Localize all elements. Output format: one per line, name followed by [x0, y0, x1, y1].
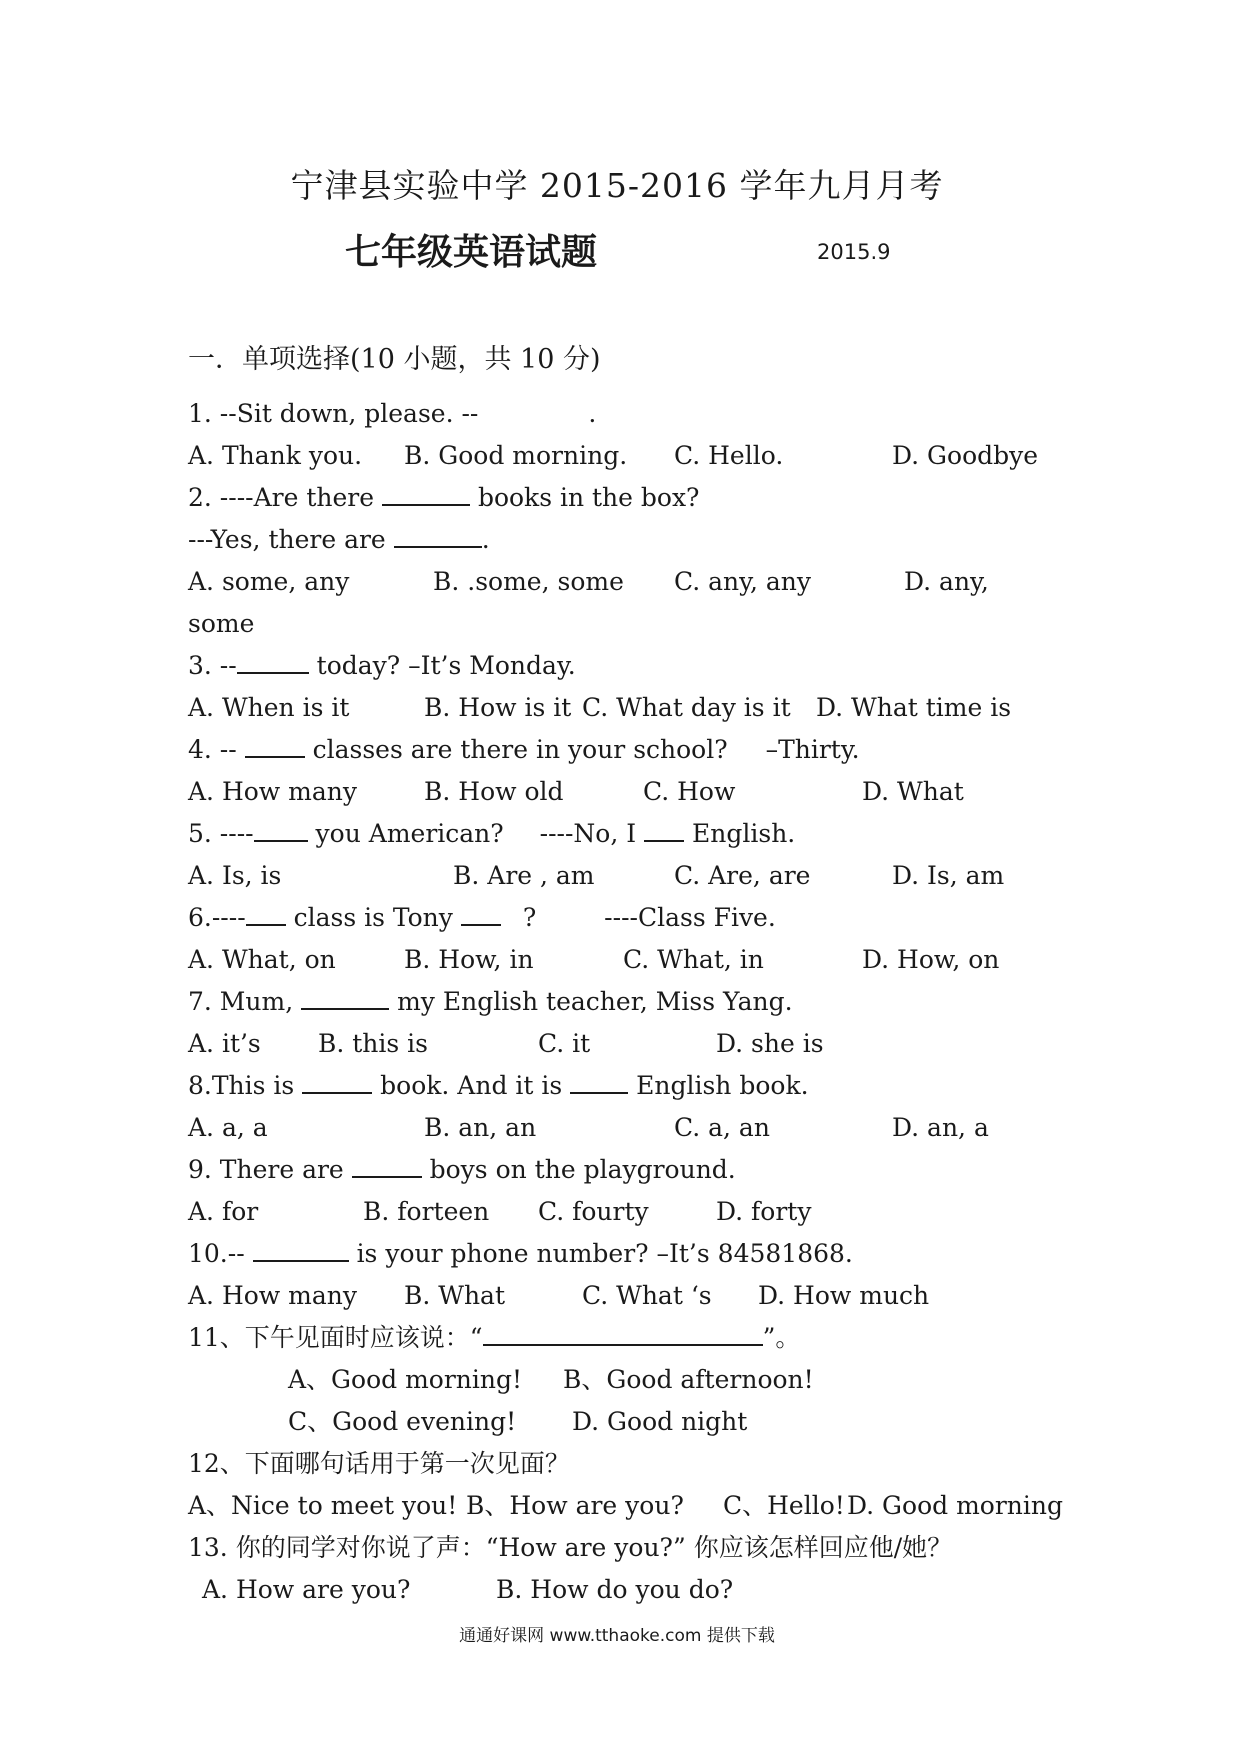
- answer-blank: [394, 520, 482, 548]
- option-d: D. Good night: [572, 1407, 748, 1436]
- option-a: A. a, a: [188, 1113, 268, 1142]
- question-text: –Thirty.: [765, 735, 860, 764]
- question-8: [188, 1065, 1054, 1107]
- answer-blank: [382, 478, 470, 506]
- question-13: [188, 1527, 1054, 1569]
- option-b: B. How do you do?: [496, 1575, 734, 1604]
- question-text: book. And it is: [380, 1071, 563, 1100]
- question-text: 6.----: [188, 903, 246, 932]
- option-c: C. Are, are: [674, 861, 811, 890]
- question-text: 5. ----: [188, 819, 254, 848]
- option-b: B. this is: [318, 1029, 429, 1058]
- answer-blank: [461, 898, 501, 926]
- options-10: [188, 1275, 1054, 1317]
- option-a: A、Nice to meet you!: [188, 1491, 458, 1520]
- options-11-row2: [188, 1401, 1054, 1443]
- question-text: English.: [692, 819, 796, 848]
- option-d: D. Goodbye: [892, 441, 1039, 470]
- question-text: 4. --: [188, 735, 237, 764]
- footer-source: 通通好课网 www.tthaoke.com 提供下载: [459, 1626, 775, 1646]
- question-1: [188, 393, 1054, 435]
- options-5: [188, 855, 1054, 897]
- question-list: [188, 393, 1063, 1611]
- question-text: 9. There are: [188, 1155, 344, 1184]
- option-c: C. Hello.: [674, 441, 784, 470]
- option-d: D. Is, am: [892, 861, 1005, 890]
- option-d-continued: some: [188, 609, 255, 638]
- options-8: [188, 1107, 1054, 1149]
- question-text: .: [481, 525, 490, 554]
- question-text: .: [588, 399, 597, 428]
- option-b: B. Are , am: [453, 861, 595, 890]
- options-11-row1: [188, 1359, 1054, 1401]
- option-d: D. Good morning: [847, 1491, 1063, 1520]
- option-d: D. How much: [758, 1281, 930, 1310]
- option-d: D. How, on: [862, 945, 1000, 974]
- question-text: 10.--: [188, 1239, 245, 1268]
- option-d: D. What time is: [816, 693, 1012, 722]
- question-5: [188, 813, 1054, 855]
- options-13: [188, 1569, 1054, 1611]
- option-b: B. What: [404, 1281, 506, 1310]
- question-text: ”。: [762, 1323, 801, 1352]
- option-b: B. Good morning.: [404, 441, 628, 470]
- answer-blank: [483, 1318, 763, 1346]
- question-12: [188, 1443, 1054, 1485]
- question-text: ----No, I: [539, 819, 637, 848]
- question-11: [188, 1317, 1054, 1359]
- answer-blank: [253, 1234, 349, 1262]
- question-text: books in the box?: [477, 483, 700, 512]
- question-text: my English teacher, Miss Yang.: [397, 987, 793, 1016]
- option-b: B. forteen: [363, 1197, 490, 1226]
- question-text: boys on the playground.: [429, 1155, 736, 1184]
- exam-title: 宁津县实验中学 2015-2016 学年九月月考: [290, 166, 944, 205]
- question-9: [188, 1149, 1054, 1191]
- question-text: 7. Mum,: [188, 987, 294, 1016]
- answer-blank: [246, 898, 286, 926]
- option-a: A. How many: [188, 777, 357, 806]
- option-c: C. How: [643, 777, 736, 806]
- option-c: C、Good evening!: [288, 1407, 517, 1436]
- options-6: [188, 939, 1054, 981]
- options-1: [188, 435, 1054, 477]
- section-heading: 一．单项选择(10 小题，共 10 分): [188, 344, 601, 375]
- option-a: A. it’s: [188, 1029, 261, 1058]
- option-d: D. What: [862, 777, 964, 806]
- option-b: B. How, in: [404, 945, 534, 974]
- option-a: A. What, on: [188, 945, 336, 974]
- question-text: class is Tony: [293, 903, 453, 932]
- question-text: is your phone number? –It’s 84581868.: [356, 1239, 853, 1268]
- question-text: you American?: [315, 819, 504, 848]
- question-text: 13. 你的同学对你说了声：“How are you?” 你应该怎样回应他/她？: [188, 1533, 953, 1562]
- option-a: A. How are you?: [202, 1575, 411, 1604]
- option-b: B. How is it: [424, 693, 572, 722]
- option-d: D. an, a: [892, 1113, 989, 1142]
- question-text: 2. ----Are there: [188, 483, 375, 512]
- option-a: A. Is, is: [188, 861, 282, 890]
- option-a: A. When is it: [188, 693, 350, 722]
- question-text: 12、下面哪句话用于第一次见面？: [188, 1449, 570, 1478]
- option-d: D. she is: [716, 1029, 824, 1058]
- question-text: 8.This is: [188, 1071, 295, 1100]
- question-text: 11、下午见面时应该说：“: [188, 1323, 483, 1352]
- answer-blank: [237, 646, 309, 674]
- question-4: [188, 729, 1054, 771]
- question-text: ---Yes, there are: [188, 525, 386, 554]
- option-c: C. it: [538, 1029, 591, 1058]
- question-text: ?: [522, 903, 537, 932]
- question-2: [188, 477, 1054, 519]
- options-12: [188, 1485, 1063, 1527]
- question-text: today? –It’s Monday.: [316, 651, 576, 680]
- question-7: [188, 981, 1054, 1023]
- option-c: C、Hello!: [723, 1491, 845, 1520]
- option-c: C. What, in: [623, 945, 764, 974]
- question-text: 1. --Sit down, please. --: [188, 399, 479, 428]
- option-a: A. How many: [188, 1281, 357, 1310]
- option-a: A、Good morning!: [288, 1365, 523, 1394]
- option-b: B. an, an: [424, 1113, 537, 1142]
- question-6: [188, 897, 1054, 939]
- exam-subtitle: 七年级英语试题: [345, 232, 598, 273]
- options-3: [188, 687, 1054, 729]
- option-a: A. Thank you.: [188, 441, 363, 470]
- question-3: [188, 645, 1054, 687]
- option-c: C. What day is it: [582, 693, 791, 722]
- question-text: 3. --: [188, 651, 237, 680]
- options-2: [188, 561, 1054, 603]
- question-text: English book.: [636, 1071, 809, 1100]
- option-c: C. What ‘s: [582, 1281, 712, 1310]
- option-b: B. .some, some: [433, 567, 624, 596]
- option-b: B. How old: [424, 777, 564, 806]
- answer-blank: [245, 730, 305, 758]
- options-4: [188, 771, 1054, 813]
- answer-blank: [254, 814, 308, 842]
- option-d: D. forty: [716, 1197, 812, 1226]
- exam-date: 2015.9: [817, 240, 891, 264]
- option-c: C. fourty: [538, 1197, 649, 1226]
- question-text: ----Class Five.: [604, 903, 776, 932]
- options-2-wrap: [188, 603, 1054, 645]
- question-text: classes are there in your school?: [312, 735, 728, 764]
- options-7: [188, 1023, 1054, 1065]
- option-b: B、How are you?: [466, 1491, 684, 1520]
- question-10: [188, 1233, 1054, 1275]
- answer-blank: [302, 1066, 372, 1094]
- option-c: C. a, an: [674, 1113, 770, 1142]
- option-b: B、Good afternoon!: [563, 1365, 814, 1394]
- option-d: D. any,: [904, 567, 989, 596]
- question-2-reply: [188, 519, 1054, 561]
- option-a: A. some, any: [188, 567, 350, 596]
- answer-blank: [644, 814, 684, 842]
- options-9: [188, 1191, 1054, 1233]
- answer-blank: [352, 1150, 422, 1178]
- option-a: A. for: [188, 1197, 259, 1226]
- answer-blank: [570, 1066, 628, 1094]
- answer-blank: [301, 982, 389, 1010]
- option-c: C. any, any: [674, 567, 811, 596]
